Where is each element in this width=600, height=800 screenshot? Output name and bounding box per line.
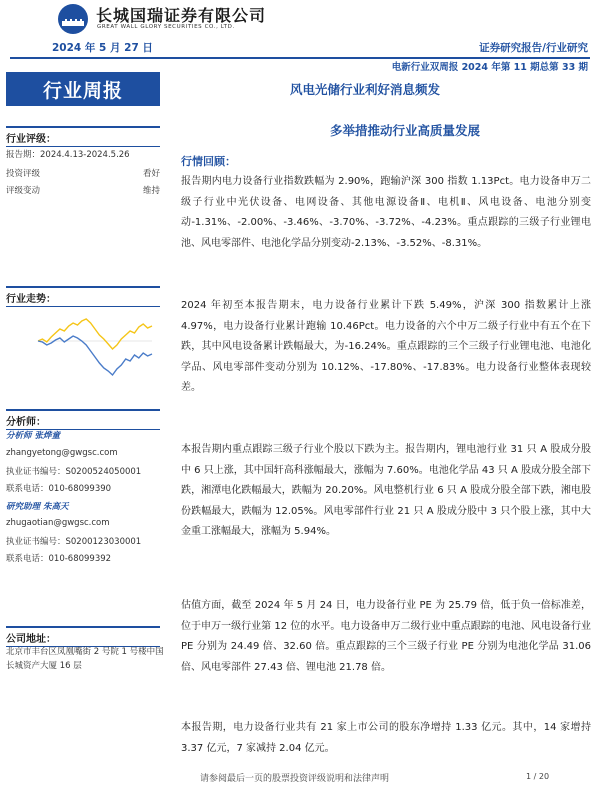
paragraph-stock-movements: 本报告期内重点跟踪三级子行业个股以下跌为主。报告期内，锂电池行业 31 只 A 股成分股中 6 只上涨，其中国轩高科涨幅最大，涨幅为 7.60%。电池化学品 43 只 A 股成分股全部下跌，湘潭电化跌幅最大，跌幅为 20.20%。风电整机行业 6 只 A 股成分股全部下跌，湘电股份跌幅最大，跌幅为 12.05%。风电零部件行业 21 只 A 股成分股中 3 只个股上涨，其中大金重工涨幅最大，涨幅为 5.94%。 bbox=[181, 444, 591, 537]
analyst-email: zhangyetong@gwgsc.com bbox=[6, 448, 118, 458]
chart-series-line-2 bbox=[38, 336, 152, 375]
assistant-phone: 联系电话：010-68099392 bbox=[6, 554, 112, 564]
great-wall-logo-icon bbox=[62, 18, 84, 26]
report-category: 证券研究报告/行业研究 bbox=[479, 42, 588, 54]
market-review-heading: 行情回顾： bbox=[181, 155, 236, 168]
report-period: 报告期：2024.4.13-2024.5.26 bbox=[6, 150, 130, 160]
footer-disclaimer: 请参阅最后一页的股票投资评级说明和法律声明 bbox=[200, 774, 390, 784]
report-date: 2024 年 5 月 27 日 bbox=[52, 42, 153, 54]
investment-rating-value: 看好 bbox=[143, 169, 161, 179]
report-type-banner: 行业周报 bbox=[6, 72, 160, 106]
investment-rating-label: 投资评级 bbox=[6, 169, 41, 179]
assistant-cert: 执业证书编号：S0200123030001 bbox=[6, 537, 142, 547]
paragraph-valuation: 估值方面，截至 2024 年 5 月 24 日，电力设备行业 PE 为 25.79 倍，低于负一倍标准差，位于申万一级行业第 12 位的水平。电力设备申万二级行业中重点跟踪的电池、风电设备行业 PE 分别为 24.49 倍、32.60 倍。重点跟踪的三个三级子行业 PE 分别为电池化学品 31.06 倍、风电零部件 27.43 倍、锂电池 21.78 倍。 bbox=[181, 600, 591, 673]
chart-series-line-1 bbox=[38, 319, 152, 349]
company-name-en: GREAT WALL GLORY SECURITIES CO., LTD. bbox=[97, 24, 235, 30]
analyst-cert: 执业证书编号：S0200524050001 bbox=[6, 467, 142, 477]
rating-change-label: 评级变动 bbox=[6, 186, 41, 196]
analyst-phone: 联系电话：010-68099390 bbox=[6, 484, 112, 494]
page-number: 1 / 20 bbox=[526, 772, 550, 781]
paragraph-ytd-performance: 2024 年初至本报告期末，电力设备行业累计下跌 5.49%，沪深 300 指数累计上涨 4.97%，电力设备行业累计跑输 10.46Pct。电力设备的六个中万二级子行业中有五个在下跌，其中风电设备累计跌幅最大，为-16.24%。重点跟踪的三个三级子行业锂电池、电池化学品、风电零部件变动分别为 10.12%、-17.80%、-17.83%。电力设备行业整体表现较差。 bbox=[181, 300, 591, 393]
paragraph-market-review: 报告期内电力设备行业指数跌幅为 2.90%，跑输沪深 300 指数 1.13Pct。电力设备申万二级子行业中光伏设备、电网设备、其他电源设备Ⅱ、电机Ⅱ、风电设备、电池分别变动-1.31%、-2.00%、-3.46%、-3.70%、-3.72%、-4.23%。重点跟踪的三级子行业锂电池、风电零部件、电池化学品分别变动-2.13%、-3.52%、-8.31%。 bbox=[181, 176, 591, 249]
rating-section-heading: 行业评级： bbox=[6, 126, 160, 147]
company-address: 北京市丰台区凤凰嘴街 2 号院 1 号楼中国长城资产大厦 16 层 bbox=[6, 647, 164, 671]
analyst-name: 分析师 张烨童 bbox=[6, 431, 60, 441]
address-section-heading: 公司地址： bbox=[6, 626, 160, 647]
analyst-section-heading: 分析师： bbox=[6, 409, 160, 430]
industry-trend-chart bbox=[8, 303, 162, 391]
report-series: 电新行业双周报 2024 年第 11 期总第 33 期 bbox=[391, 62, 588, 73]
paragraph-shareholding: 本报告期，电力设备行业共有 21 家上市公司的股东净增持 1.33 亿元。其中，14 家增持 3.37 亿元，7 家减持 2.04 亿元。 bbox=[181, 722, 591, 754]
assistant-email: zhugaotian@gwgsc.com bbox=[6, 518, 110, 528]
assistant-name: 研究助理 朱高天 bbox=[6, 502, 69, 512]
company-name-cn: 长城国瑞证券有限公司 bbox=[96, 6, 267, 25]
headline-sub: 多举措推动行业高质量发展 bbox=[330, 123, 481, 138]
headline-main: 风电光储行业利好消息频发 bbox=[290, 82, 441, 97]
trend-section-heading: 行业走势： bbox=[6, 286, 160, 307]
rating-change-value: 维持 bbox=[143, 186, 161, 196]
